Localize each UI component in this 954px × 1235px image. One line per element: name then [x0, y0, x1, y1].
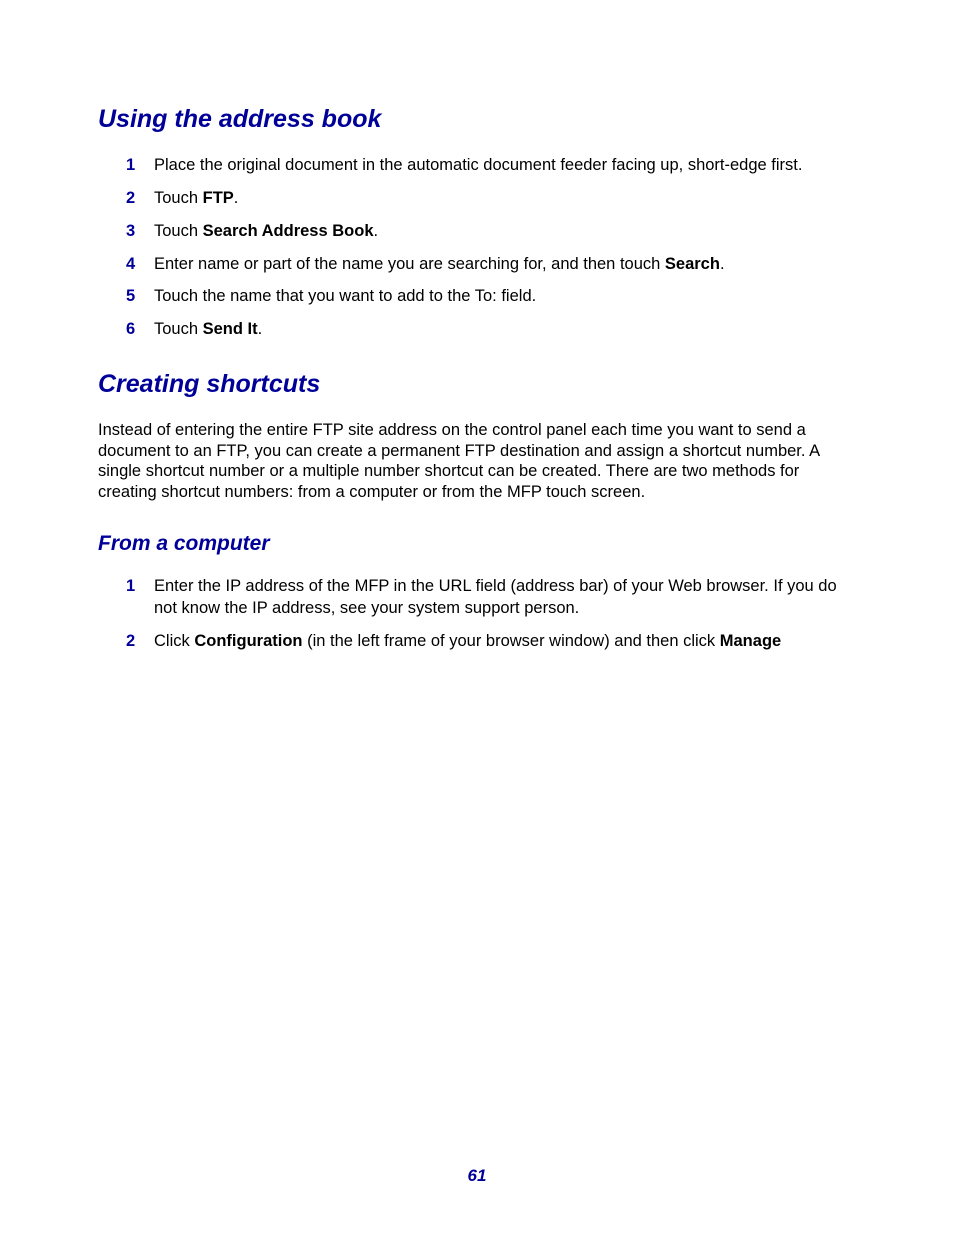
step-6 [126, 318, 856, 340]
step-number: 2 [126, 189, 136, 207]
intro-paragraph: Instead of entering the entire FTP site address on the control panel each time you want to send a document to an FTP, you can create a permanent FTP destination and assign a shortcut number. A single shortcut number or a multiple number shortcut can be created. There are two methods for creating shortcut numbers: from a computer or from the MFP touch screen. [98, 421, 820, 501]
step-2 [126, 630, 856, 652]
step-number: 1 [126, 577, 136, 595]
step-text: Click Configuration (in the left frame of your browser window) and then click Manage [154, 632, 782, 650]
step-number: 1 [126, 156, 136, 174]
ui-term: Configuration [194, 632, 303, 650]
step-number: 3 [126, 222, 136, 240]
step-5 [126, 285, 856, 307]
step-text: Touch Send It. [154, 320, 263, 338]
step-number: 5 [126, 287, 136, 305]
step-number: 6 [126, 320, 136, 338]
ui-term: Send It [202, 320, 258, 338]
step-2 [126, 187, 856, 209]
step-text: Enter name or part of the name you are searching for, and then touch Search. [154, 255, 725, 273]
step-number: 4 [126, 255, 136, 273]
heading-using-address-book: Using the address book [98, 105, 382, 133]
ui-term: FTP [202, 189, 234, 207]
step-1 [126, 154, 856, 176]
ui-term: Search Address Book [202, 222, 374, 240]
step-text: Touch Search Address Book. [154, 222, 379, 240]
step-3 [126, 220, 856, 242]
step-text: Place the original document in the automatic document feeder facing up, short-edge first. [154, 156, 803, 174]
step-1 [126, 575, 856, 619]
step-text: Touch FTP. [154, 189, 239, 207]
heading-from-a-computer: From a computer [98, 532, 270, 555]
step-4 [126, 253, 856, 275]
ui-term: Search [664, 255, 720, 273]
heading-creating-shortcuts: Creating shortcuts [98, 370, 321, 398]
step-number: 2 [126, 632, 136, 650]
ui-term: Manage [719, 632, 782, 650]
step-text: Touch the name that you want to add to the To: field. [154, 287, 537, 305]
page-number: 61 [467, 1166, 487, 1185]
step-text: Enter the IP address of the MFP in the URL field (address bar) of your Web browser. If you do not know the IP address, see your system support person. [154, 577, 837, 617]
